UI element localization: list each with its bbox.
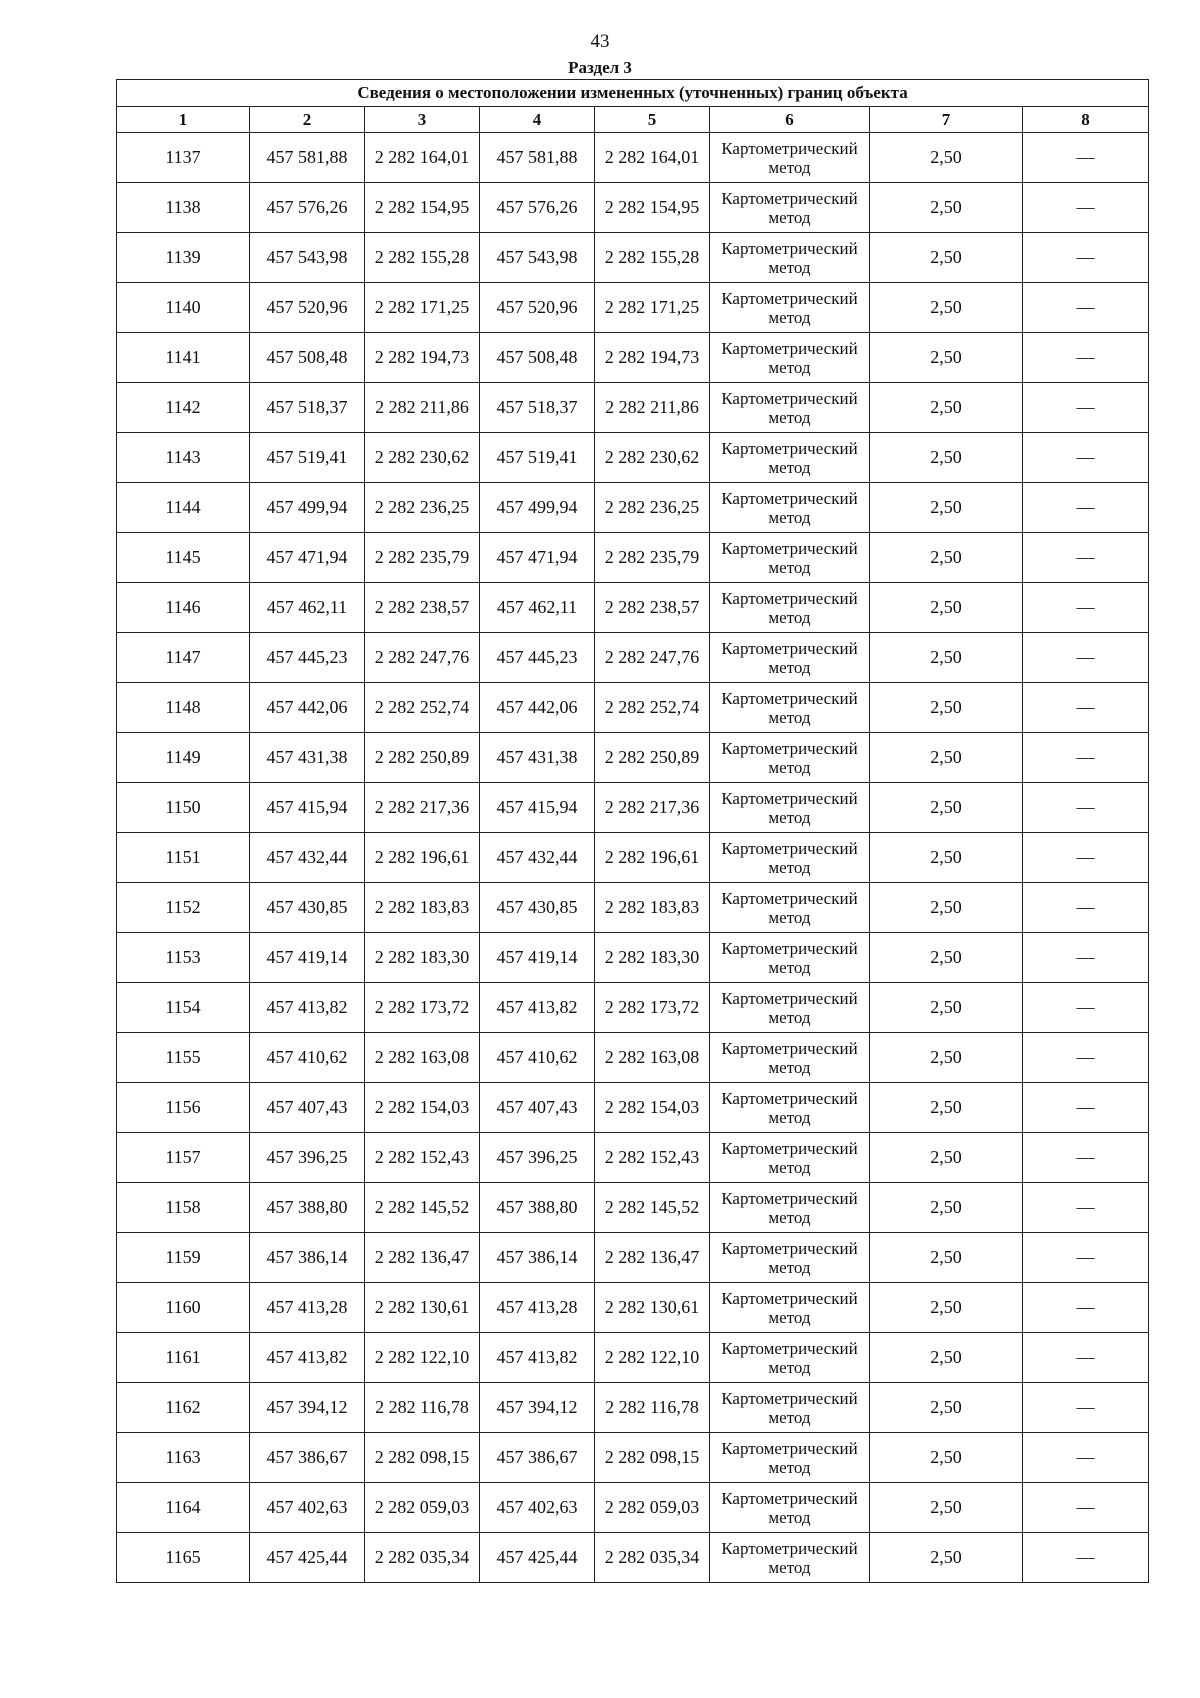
description-cell: — (1023, 283, 1149, 333)
point-number-cell: 1156 (117, 1083, 250, 1133)
x-existing-cell: 457 499,94 (250, 483, 365, 533)
method-cell: Картометрический метод (710, 1383, 870, 1433)
column-header: 3 (365, 107, 480, 133)
y-existing-cell: 2 282 183,30 (365, 933, 480, 983)
method-cell: Картометрический метод (710, 1283, 870, 1333)
method-cell: Картометрический метод (710, 433, 870, 483)
point-number-cell: 1161 (117, 1333, 250, 1383)
x-existing-cell: 457 581,88 (250, 133, 365, 183)
y-existing-cell: 2 282 211,86 (365, 383, 480, 433)
y-existing-cell: 2 282 173,72 (365, 983, 480, 1033)
method-cell: Картометрический метод (710, 1083, 870, 1133)
accuracy-cell: 2,50 (870, 783, 1023, 833)
y-new-cell: 2 282 235,79 (595, 533, 710, 583)
table-row (117, 383, 1149, 433)
y-new-cell: 2 282 171,25 (595, 283, 710, 333)
point-number-cell: 1154 (117, 983, 250, 1033)
x-existing-cell: 457 413,82 (250, 1333, 365, 1383)
x-new-cell: 457 445,23 (480, 633, 595, 683)
x-existing-cell: 457 543,98 (250, 233, 365, 283)
x-existing-cell: 457 386,67 (250, 1433, 365, 1483)
description-cell: — (1023, 1283, 1149, 1333)
x-existing-cell: 457 518,37 (250, 383, 365, 433)
point-number-cell: 1159 (117, 1233, 250, 1283)
description-cell: — (1023, 1533, 1149, 1583)
description-cell: — (1023, 583, 1149, 633)
y-new-cell: 2 282 164,01 (595, 133, 710, 183)
column-header: 2 (250, 107, 365, 133)
y-existing-cell: 2 282 152,43 (365, 1133, 480, 1183)
method-cell: Картометрический метод (710, 833, 870, 883)
method-cell: Картометрический метод (710, 733, 870, 783)
method-cell: Картометрический метод (710, 1133, 870, 1183)
accuracy-cell: 2,50 (870, 133, 1023, 183)
y-existing-cell: 2 282 252,74 (365, 683, 480, 733)
table-row (117, 433, 1149, 483)
accuracy-cell: 2,50 (870, 233, 1023, 283)
table-body (117, 133, 1149, 1583)
column-header: 4 (480, 107, 595, 133)
description-cell: — (1023, 1383, 1149, 1433)
y-existing-cell: 2 282 236,25 (365, 483, 480, 533)
point-number-cell: 1150 (117, 783, 250, 833)
y-new-cell: 2 282 236,25 (595, 483, 710, 533)
y-existing-cell: 2 282 035,34 (365, 1533, 480, 1583)
table-row (117, 1533, 1149, 1583)
accuracy-cell: 2,50 (870, 1383, 1023, 1433)
y-existing-cell: 2 282 247,76 (365, 633, 480, 683)
method-cell: Картометрический метод (710, 1033, 870, 1083)
y-new-cell: 2 282 194,73 (595, 333, 710, 383)
point-number-cell: 1162 (117, 1383, 250, 1433)
accuracy-cell: 2,50 (870, 533, 1023, 583)
y-existing-cell: 2 282 154,95 (365, 183, 480, 233)
table-row (117, 1333, 1149, 1383)
method-cell: Картометрический метод (710, 883, 870, 933)
x-new-cell: 457 581,88 (480, 133, 595, 183)
table-row (117, 1183, 1149, 1233)
accuracy-cell: 2,50 (870, 1083, 1023, 1133)
accuracy-cell: 2,50 (870, 883, 1023, 933)
y-new-cell: 2 282 163,08 (595, 1033, 710, 1083)
x-new-cell: 457 410,62 (480, 1033, 595, 1083)
accuracy-cell: 2,50 (870, 933, 1023, 983)
point-number-cell: 1142 (117, 383, 250, 433)
x-existing-cell: 457 407,43 (250, 1083, 365, 1133)
x-new-cell: 457 431,38 (480, 733, 595, 783)
y-new-cell: 2 282 217,36 (595, 783, 710, 833)
method-cell: Картометрический метод (710, 1183, 870, 1233)
y-new-cell: 2 282 183,30 (595, 933, 710, 983)
x-new-cell: 457 518,37 (480, 383, 595, 433)
x-existing-cell: 457 508,48 (250, 333, 365, 383)
accuracy-cell: 2,50 (870, 1133, 1023, 1183)
y-existing-cell: 2 282 183,83 (365, 883, 480, 933)
accuracy-cell: 2,50 (870, 633, 1023, 683)
y-new-cell: 2 282 059,03 (595, 1483, 710, 1533)
accuracy-cell: 2,50 (870, 1533, 1023, 1583)
accuracy-cell: 2,50 (870, 1483, 1023, 1533)
x-new-cell: 457 543,98 (480, 233, 595, 283)
point-number-cell: 1140 (117, 283, 250, 333)
method-cell: Картометрический метод (710, 1433, 870, 1483)
accuracy-cell: 2,50 (870, 733, 1023, 783)
x-new-cell: 457 430,85 (480, 883, 595, 933)
point-number-cell: 1157 (117, 1133, 250, 1183)
description-cell: — (1023, 983, 1149, 1033)
x-new-cell: 457 396,25 (480, 1133, 595, 1183)
description-cell: — (1023, 183, 1149, 233)
y-new-cell: 2 282 152,43 (595, 1133, 710, 1183)
y-existing-cell: 2 282 154,03 (365, 1083, 480, 1133)
table-row (117, 183, 1149, 233)
x-existing-cell: 457 471,94 (250, 533, 365, 583)
accuracy-cell: 2,50 (870, 1233, 1023, 1283)
y-existing-cell: 2 282 163,08 (365, 1033, 480, 1083)
x-existing-cell: 457 576,26 (250, 183, 365, 233)
x-new-cell: 457 432,44 (480, 833, 595, 883)
point-number-cell: 1141 (117, 333, 250, 383)
description-cell: — (1023, 683, 1149, 733)
y-new-cell: 2 282 122,10 (595, 1333, 710, 1383)
point-number-cell: 1144 (117, 483, 250, 533)
x-new-cell: 457 394,12 (480, 1383, 595, 1433)
y-existing-cell: 2 282 217,36 (365, 783, 480, 833)
description-cell: — (1023, 883, 1149, 933)
y-new-cell: 2 282 136,47 (595, 1233, 710, 1283)
table-row (117, 1033, 1149, 1083)
x-new-cell: 457 413,28 (480, 1283, 595, 1333)
section-title: Раздел 3 (568, 58, 632, 77)
description-cell: — (1023, 833, 1149, 883)
coordinates-table (116, 79, 1149, 1583)
x-existing-cell: 457 388,80 (250, 1183, 365, 1233)
point-number-cell: 1138 (117, 183, 250, 233)
method-cell: Картометрический метод (710, 783, 870, 833)
y-existing-cell: 2 282 155,28 (365, 233, 480, 283)
point-number-cell: 1148 (117, 683, 250, 733)
point-number-cell: 1137 (117, 133, 250, 183)
column-header: 5 (595, 107, 710, 133)
x-existing-cell: 457 419,14 (250, 933, 365, 983)
table-row (117, 1483, 1149, 1533)
x-new-cell: 457 499,94 (480, 483, 595, 533)
accuracy-cell: 2,50 (870, 383, 1023, 433)
y-new-cell: 2 282 173,72 (595, 983, 710, 1033)
y-existing-cell: 2 282 098,15 (365, 1433, 480, 1483)
table-row (117, 583, 1149, 633)
method-cell: Картометрический метод (710, 183, 870, 233)
accuracy-cell: 2,50 (870, 183, 1023, 233)
column-header-row (117, 107, 1149, 133)
x-existing-cell: 457 396,25 (250, 1133, 365, 1183)
x-existing-cell: 457 402,63 (250, 1483, 365, 1533)
description-cell: — (1023, 483, 1149, 533)
method-cell: Картометрический метод (710, 333, 870, 383)
x-new-cell: 457 413,82 (480, 983, 595, 1033)
x-existing-cell: 457 519,41 (250, 433, 365, 483)
accuracy-cell: 2,50 (870, 1333, 1023, 1383)
accuracy-cell: 2,50 (870, 1183, 1023, 1233)
table-row (117, 1383, 1149, 1433)
table-row (117, 783, 1149, 833)
description-cell: — (1023, 633, 1149, 683)
y-new-cell: 2 282 196,61 (595, 833, 710, 883)
point-number-cell: 1143 (117, 433, 250, 483)
description-cell: — (1023, 1133, 1149, 1183)
x-existing-cell: 457 432,44 (250, 833, 365, 883)
y-existing-cell: 2 282 164,01 (365, 133, 480, 183)
y-existing-cell: 2 282 130,61 (365, 1283, 480, 1333)
x-existing-cell: 457 410,62 (250, 1033, 365, 1083)
description-cell: — (1023, 783, 1149, 833)
description-cell: — (1023, 133, 1149, 183)
description-cell: — (1023, 1483, 1149, 1533)
column-header: 6 (710, 107, 870, 133)
table-row (117, 633, 1149, 683)
x-existing-cell: 457 413,82 (250, 983, 365, 1033)
table-row (117, 483, 1149, 533)
method-cell: Картометрический метод (710, 1233, 870, 1283)
y-new-cell: 2 282 154,03 (595, 1083, 710, 1133)
method-cell: Картометрический метод (710, 383, 870, 433)
point-number-cell: 1155 (117, 1033, 250, 1083)
x-new-cell: 457 520,96 (480, 283, 595, 333)
table-row (117, 1083, 1149, 1133)
accuracy-cell: 2,50 (870, 683, 1023, 733)
x-existing-cell: 457 445,23 (250, 633, 365, 683)
column-header: 7 (870, 107, 1023, 133)
accuracy-cell: 2,50 (870, 833, 1023, 883)
x-new-cell: 457 386,67 (480, 1433, 595, 1483)
method-cell: Картометрический метод (710, 533, 870, 583)
y-new-cell: 2 282 230,62 (595, 433, 710, 483)
description-cell: — (1023, 733, 1149, 783)
table-row (117, 1283, 1149, 1333)
table-row (117, 133, 1149, 183)
accuracy-cell: 2,50 (870, 1283, 1023, 1333)
table-row (117, 933, 1149, 983)
x-existing-cell: 457 386,14 (250, 1233, 365, 1283)
y-existing-cell: 2 282 238,57 (365, 583, 480, 633)
point-number-cell: 1149 (117, 733, 250, 783)
point-number-cell: 1158 (117, 1183, 250, 1233)
y-new-cell: 2 282 238,57 (595, 583, 710, 633)
x-new-cell: 457 508,48 (480, 333, 595, 383)
y-existing-cell: 2 282 230,62 (365, 433, 480, 483)
point-number-cell: 1151 (117, 833, 250, 883)
x-new-cell: 457 462,11 (480, 583, 595, 633)
method-cell: Картометрический метод (710, 1533, 870, 1583)
accuracy-cell: 2,50 (870, 983, 1023, 1033)
accuracy-cell: 2,50 (870, 433, 1023, 483)
table-row (117, 983, 1149, 1033)
accuracy-cell: 2,50 (870, 333, 1023, 383)
description-cell: — (1023, 383, 1149, 433)
table-caption: Сведения о местоположении измененных (уточненных) границ объекта (117, 80, 1149, 107)
table-row (117, 1133, 1149, 1183)
y-existing-cell: 2 282 145,52 (365, 1183, 480, 1233)
method-cell: Картометрический метод (710, 1483, 870, 1533)
y-new-cell: 2 282 098,15 (595, 1433, 710, 1483)
y-existing-cell: 2 282 122,10 (365, 1333, 480, 1383)
y-new-cell: 2 282 154,95 (595, 183, 710, 233)
y-existing-cell: 2 282 136,47 (365, 1233, 480, 1283)
accuracy-cell: 2,50 (870, 1033, 1023, 1083)
point-number-cell: 1146 (117, 583, 250, 633)
x-new-cell: 457 576,26 (480, 183, 595, 233)
method-cell: Картометрический метод (710, 233, 870, 283)
x-new-cell: 457 386,14 (480, 1233, 595, 1283)
page-number: 43 (590, 31, 610, 52)
x-existing-cell: 457 442,06 (250, 683, 365, 733)
x-new-cell: 457 519,41 (480, 433, 595, 483)
description-cell: — (1023, 433, 1149, 483)
description-cell: — (1023, 1333, 1149, 1383)
description-cell: — (1023, 533, 1149, 583)
x-new-cell: 457 407,43 (480, 1083, 595, 1133)
x-existing-cell: 457 430,85 (250, 883, 365, 933)
x-new-cell: 457 415,94 (480, 783, 595, 833)
description-cell: — (1023, 1183, 1149, 1233)
table-row (117, 283, 1149, 333)
point-number-cell: 1160 (117, 1283, 250, 1333)
point-number-cell: 1164 (117, 1483, 250, 1533)
x-new-cell: 457 419,14 (480, 933, 595, 983)
table-row (117, 533, 1149, 583)
y-new-cell: 2 282 247,76 (595, 633, 710, 683)
point-number-cell: 1139 (117, 233, 250, 283)
method-cell: Картометрический метод (710, 283, 870, 333)
y-new-cell: 2 282 252,74 (595, 683, 710, 733)
table-row (117, 833, 1149, 883)
point-number-cell: 1147 (117, 633, 250, 683)
method-cell: Картометрический метод (710, 133, 870, 183)
table-row (117, 1233, 1149, 1283)
column-header: 1 (117, 107, 250, 133)
x-new-cell: 457 442,06 (480, 683, 595, 733)
description-cell: — (1023, 1083, 1149, 1133)
x-existing-cell: 457 520,96 (250, 283, 365, 333)
x-new-cell: 457 425,44 (480, 1533, 595, 1583)
y-existing-cell: 2 282 250,89 (365, 733, 480, 783)
y-new-cell: 2 282 145,52 (595, 1183, 710, 1233)
y-existing-cell: 2 282 116,78 (365, 1383, 480, 1433)
accuracy-cell: 2,50 (870, 483, 1023, 533)
table-row (117, 733, 1149, 783)
x-existing-cell: 457 431,38 (250, 733, 365, 783)
x-existing-cell: 457 425,44 (250, 1533, 365, 1583)
table-row (117, 333, 1149, 383)
description-cell: — (1023, 1433, 1149, 1483)
y-new-cell: 2 282 116,78 (595, 1383, 710, 1433)
x-new-cell: 457 388,80 (480, 1183, 595, 1233)
point-number-cell: 1153 (117, 933, 250, 983)
accuracy-cell: 2,50 (870, 283, 1023, 333)
description-cell: — (1023, 333, 1149, 383)
x-existing-cell: 457 462,11 (250, 583, 365, 633)
y-new-cell: 2 282 130,61 (595, 1283, 710, 1333)
method-cell: Картометрический метод (710, 683, 870, 733)
y-existing-cell: 2 282 235,79 (365, 533, 480, 583)
method-cell: Картометрический метод (710, 483, 870, 533)
method-cell: Картометрический метод (710, 1333, 870, 1383)
method-cell: Картометрический метод (710, 633, 870, 683)
description-cell: — (1023, 1233, 1149, 1283)
point-number-cell: 1165 (117, 1533, 250, 1583)
accuracy-cell: 2,50 (870, 583, 1023, 633)
point-number-cell: 1145 (117, 533, 250, 583)
point-number-cell: 1163 (117, 1433, 250, 1483)
y-new-cell: 2 282 183,83 (595, 883, 710, 933)
table-row (117, 1433, 1149, 1483)
method-cell: Картометрический метод (710, 983, 870, 1033)
table-row (117, 883, 1149, 933)
y-new-cell: 2 282 211,86 (595, 383, 710, 433)
y-existing-cell: 2 282 171,25 (365, 283, 480, 333)
x-existing-cell: 457 413,28 (250, 1283, 365, 1333)
y-existing-cell: 2 282 196,61 (365, 833, 480, 883)
table-row (117, 683, 1149, 733)
description-cell: — (1023, 933, 1149, 983)
x-existing-cell: 457 415,94 (250, 783, 365, 833)
table-row (117, 233, 1149, 283)
y-existing-cell: 2 282 194,73 (365, 333, 480, 383)
column-header: 8 (1023, 107, 1149, 133)
y-existing-cell: 2 282 059,03 (365, 1483, 480, 1533)
accuracy-cell: 2,50 (870, 1433, 1023, 1483)
point-number-cell: 1152 (117, 883, 250, 933)
y-new-cell: 2 282 035,34 (595, 1533, 710, 1583)
x-existing-cell: 457 394,12 (250, 1383, 365, 1433)
y-new-cell: 2 282 250,89 (595, 733, 710, 783)
x-new-cell: 457 471,94 (480, 533, 595, 583)
method-cell: Картометрический метод (710, 933, 870, 983)
description-cell: — (1023, 233, 1149, 283)
x-new-cell: 457 402,63 (480, 1483, 595, 1533)
description-cell: — (1023, 1033, 1149, 1083)
x-new-cell: 457 413,82 (480, 1333, 595, 1383)
method-cell: Картометрический метод (710, 583, 870, 633)
y-new-cell: 2 282 155,28 (595, 233, 710, 283)
